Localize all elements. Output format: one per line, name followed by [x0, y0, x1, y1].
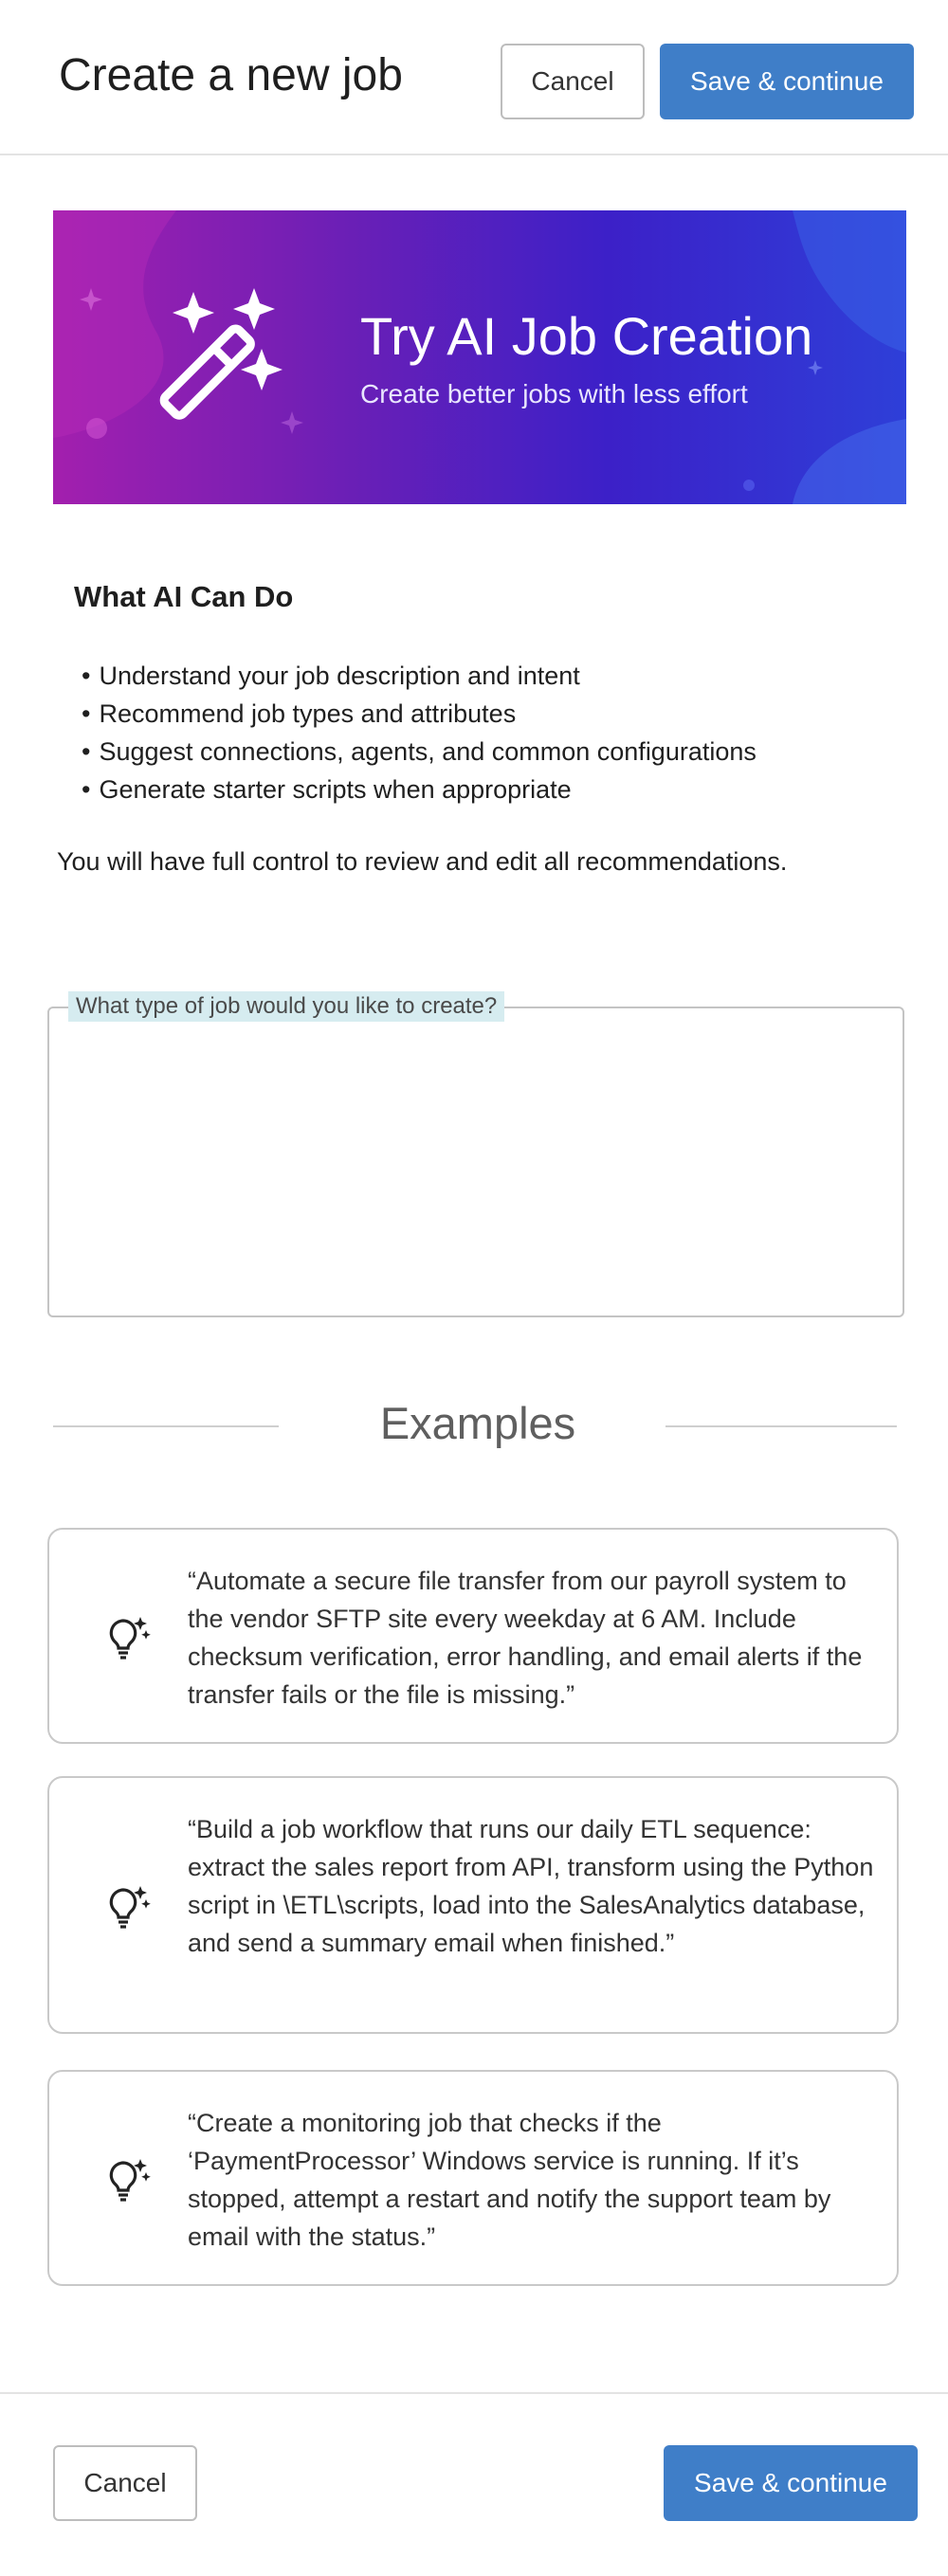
- review-control-note: You will have full control to review and edit all recommendations.: [57, 847, 788, 876]
- list-item: • Generate starter scripts when appropriate: [82, 771, 757, 808]
- header-save-continue-button[interactable]: Save & continue: [660, 44, 914, 119]
- footer-save-continue-button[interactable]: Save & continue: [664, 2445, 918, 2521]
- example-card[interactable]: [47, 2070, 899, 2286]
- job-description-label: What type of job would you like to create?: [68, 991, 504, 1022]
- divider-left: [53, 1425, 279, 1427]
- lightbulb-sparkle-icon: [104, 1613, 152, 1660]
- job-description-input[interactable]: [49, 1008, 902, 1315]
- example-card[interactable]: [47, 1528, 899, 1744]
- page-title: Create a new job: [59, 50, 403, 100]
- capabilities-list: [82, 657, 757, 808]
- example-card[interactable]: [47, 1776, 899, 2034]
- list-item: • Understand your job description and intent: [82, 657, 757, 695]
- footer-cancel-button[interactable]: Cancel: [53, 2445, 197, 2521]
- footer-bar: [0, 2392, 948, 2576]
- banner-subtitle: Create better jobs with less effort: [360, 379, 748, 408]
- list-item: • Recommend job types and attributes: [82, 695, 757, 733]
- header-cancel-button[interactable]: Cancel: [501, 44, 645, 119]
- examples-heading: Examples: [379, 1398, 576, 1448]
- what-ai-can-do-heading: What AI Can Do: [74, 580, 294, 613]
- lightbulb-sparkle-icon: [104, 2155, 152, 2203]
- magic-wand-icon: [148, 279, 300, 430]
- ai-job-creation-banner: [53, 210, 906, 504]
- header-bar: [0, 0, 948, 155]
- example-text: “Create a monitoring job that checks if the ‘PaymentProcessor’ Windows service is running. If it’s stopped, attempt a restart and notify the support team by email with the status.”: [188, 2109, 831, 2251]
- list-item: • Suggest connections, agents, and common configurations: [82, 733, 757, 771]
- divider-right: [665, 1425, 897, 1427]
- banner-title: Try AI Job Creation: [360, 306, 813, 366]
- example-text: “Build a job workflow that runs our daily ETL sequence: extract the sales report from API, transform using the Python script in \ETL\scripts, load into the SalesAnalytics database, and send a summary email when finished.”: [188, 1815, 874, 1957]
- job-description-field: [47, 1007, 904, 1317]
- lightbulb-sparkle-icon: [104, 1882, 152, 1930]
- example-text: “Automate a secure file transfer from our payroll system to the vendor SFTP site every weekday at 6 AM. Include checksum verification, error handling, and email alerts if the transfer fails or the file is missing.”: [188, 1567, 863, 1709]
